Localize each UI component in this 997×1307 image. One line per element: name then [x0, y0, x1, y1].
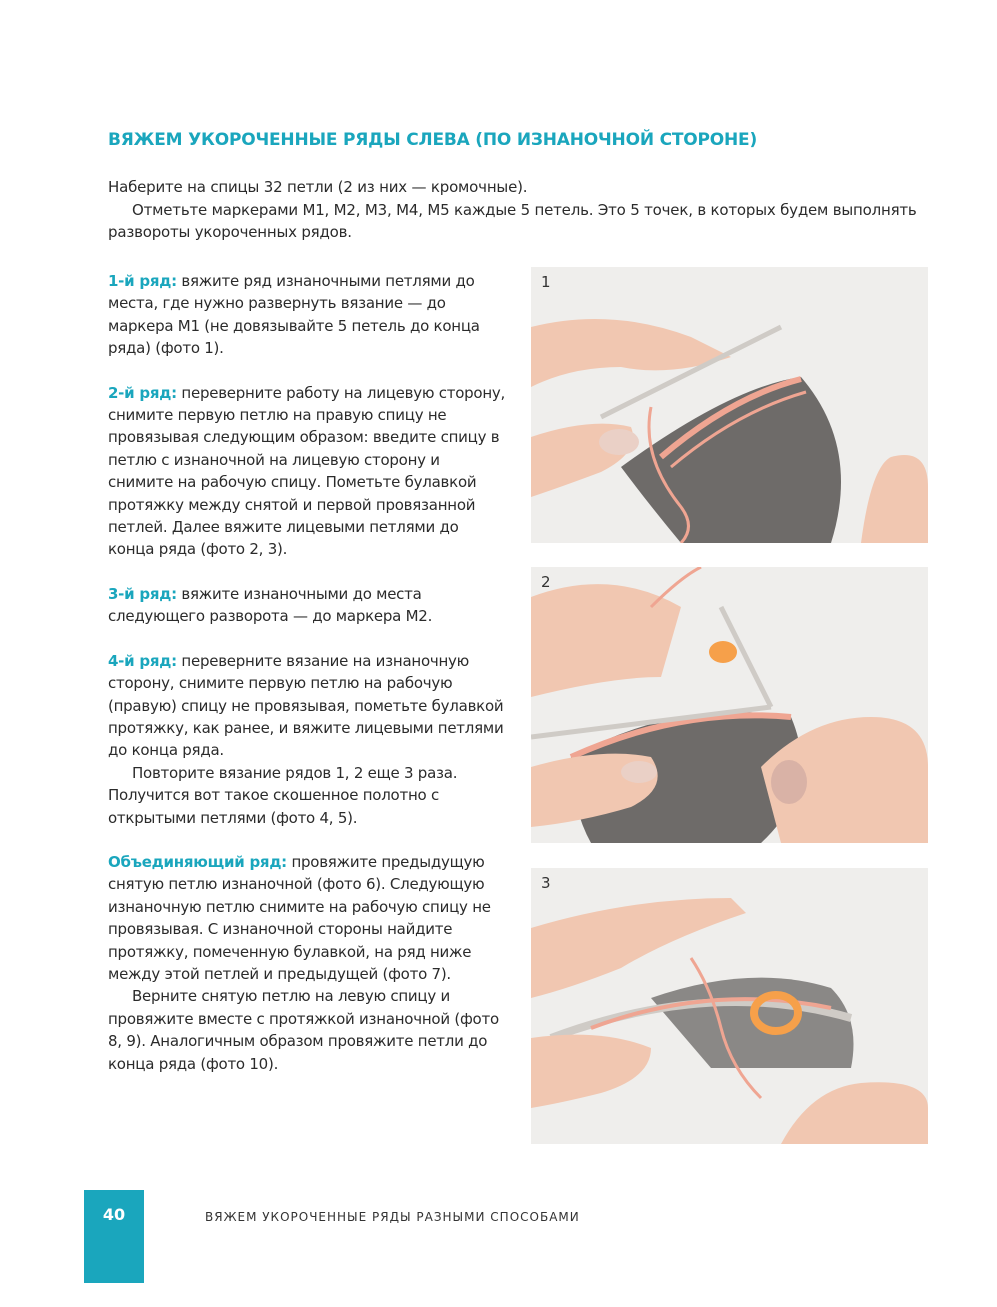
row-1-label: 1-й ряд:: [108, 272, 177, 290]
row-4-label: 4-й ряд:: [108, 651, 177, 670]
row-3-label: 3-й ряд:: [108, 584, 177, 603]
instructions-column: [108, 270, 508, 1075]
joining-row-label: Объединяющий ряд:: [108, 852, 287, 871]
page-number: 40: [102, 1205, 126, 1224]
row-1-text: вяжите ряд изнаночными петлями до места, где нужно развернуть вязание — до маркера М1 (не довязывайте 5 петель до конца ряда) (фото 1).: [108, 272, 480, 358]
running-footer-title: ВЯЖЕМ УКОРОЧЕННЫЕ РЯДЫ РАЗНЫМИ СПОСОБАМИ: [205, 1210, 580, 1224]
section-heading: ВЯЖЕМ УКОРОЧЕННЫЕ РЯДЫ СЛЕВА (ПО ИЗНАНОЧНОЙ СТОРОНЕ): [108, 130, 758, 150]
knitting-photo-3-illustration: [531, 868, 928, 1144]
row-4-text: переверните вязание на изнаночную сторону, снимите первую петлю на рабочую (правую) спицу не провязывая, пометьте булавкой протяжку, как ранее, и вяжите лицевыми петлями до конца ряда.: [108, 651, 504, 760]
row-3-instruction: [108, 583, 508, 628]
intro-text: [108, 176, 923, 244]
return-instruction: Верните снятую петлю на левую спицу и провяжите вместе с протяжкой изнаночной (фото 8, 9). Аналогичным образом провяжите петли до конца ряда (фото 10).: [108, 987, 499, 1073]
intro-paragraph-2: Отметьте маркерами М1, М2, М3, М4, М5 каждые 5 петель. Это 5 точек, в которых будем выполнять развороты укороченных рядов.: [108, 200, 917, 241]
photo-1: [531, 267, 928, 543]
photo-1-number: 1: [541, 273, 551, 291]
photo-2-number: 2: [541, 573, 551, 591]
knitting-photo-1-illustration: [531, 267, 928, 543]
page-number-tab: [84, 1190, 144, 1283]
row-2-label: 2-й ряд:: [108, 383, 177, 402]
row-1-instruction: [108, 270, 508, 360]
intro-paragraph-1: Наберите на спицы 32 петли (2 из них — кромочные).: [108, 178, 528, 196]
joining-row-text: провяжите предыдущую снятую петлю изнаночной (фото 6). Следующую изнаночную петлю снимите на рабочую спицу не провязывая. С изнаночной стороны найдите протяжку, помеченную булавкой, на ряд ниже между этой петлей и предыдущей (фото 7).: [108, 852, 491, 983]
joining-row-instruction: [108, 851, 508, 985]
photo-3: [531, 868, 928, 1144]
repeat-instruction: Повторите вязание рядов 1, 2 еще 3 раза. Получится вот такое скошенное полотно с открытыми петлями (фото 4, 5).: [108, 763, 458, 827]
row-4-instruction: [108, 650, 508, 762]
photo-3-number: 3: [541, 874, 551, 892]
photo-2: [531, 567, 928, 843]
row-2-instruction: [108, 382, 508, 561]
knitting-photo-2-illustration: [531, 567, 928, 843]
row-2-text: переверните работу на лицевую сторону, снимите первую петлю на правую спицу не провязывая следующим образом: введите спицу в петлю с изнаночной на лицевую сторону и снимите на рабочую спицу. Пометьте булавкой протяжку между снятой и первой провязанной петлей. Далее вяжите лицевыми петлями до конца ряда (фото 2, 3).: [108, 383, 506, 559]
row-3-text: вяжите изнаночными до места следующего разворота — до маркера М2.: [108, 584, 433, 626]
